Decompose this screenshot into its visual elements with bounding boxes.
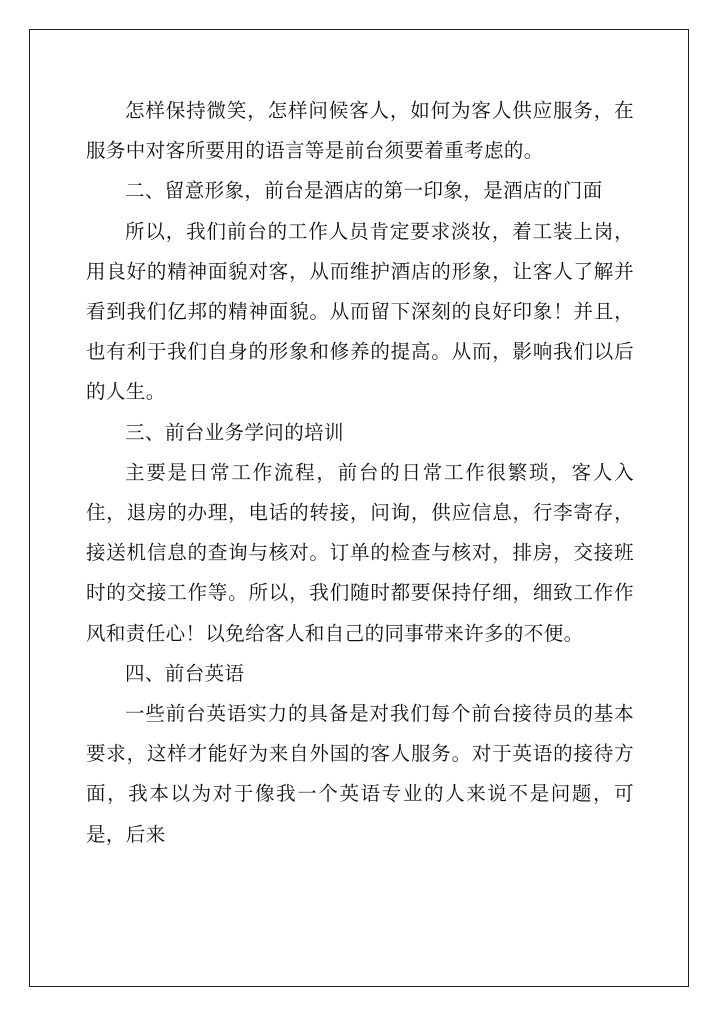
section-heading-business-training: 三、前台业务学问的培训 [125,420,344,444]
section-heading-english: 四、前台英语 [125,661,245,685]
section-heading-image: 二、留意形象，前台是酒店的第一印象，是酒店的门面 [125,179,603,203]
paragraph-daily-workflow: 主要是日常工作流程，前台的日常工作很繁琐，客人入住，退房的办理，电话的转接，问询，供应信息，行李寄存，接送机信息的查询与核对。订单的检查与核对，排房，交接班时的交接工作等。所以，我们随时都要保持仔细，细致工作作风和责任心！以免给客人和自己的同事带来许多的不便。 [86,460,634,645]
paragraph-smile-greeting: 怎样保持微笑，怎样问候客人，如何为客人供应服务，在服务中对客所要用的语言等是前台须要着重考虑的。 [86,99,634,163]
paragraph-english-ability: 一些前台英语实力的具备是对我们每个前台接待员的基本要求，这样才能好为来自外国的客人服务。对于英语的接待方面，我本以为对于像我一个英语专业的人来说不是问题，可是，后来 [86,702,634,846]
paragraph-appearance: 所以，我们前台的工作人员肯定要求淡妆，着工装上岗，用良好的精神面貌对客，从而维护酒店的形象，让客人了解并看到我们亿邦的精神面貌。从而留下深刻的良好印象！并且，也有利于我们自身的形象和修养的提高。从而，影响我们以后的人生。 [86,219,634,404]
document-body [86,91,634,855]
